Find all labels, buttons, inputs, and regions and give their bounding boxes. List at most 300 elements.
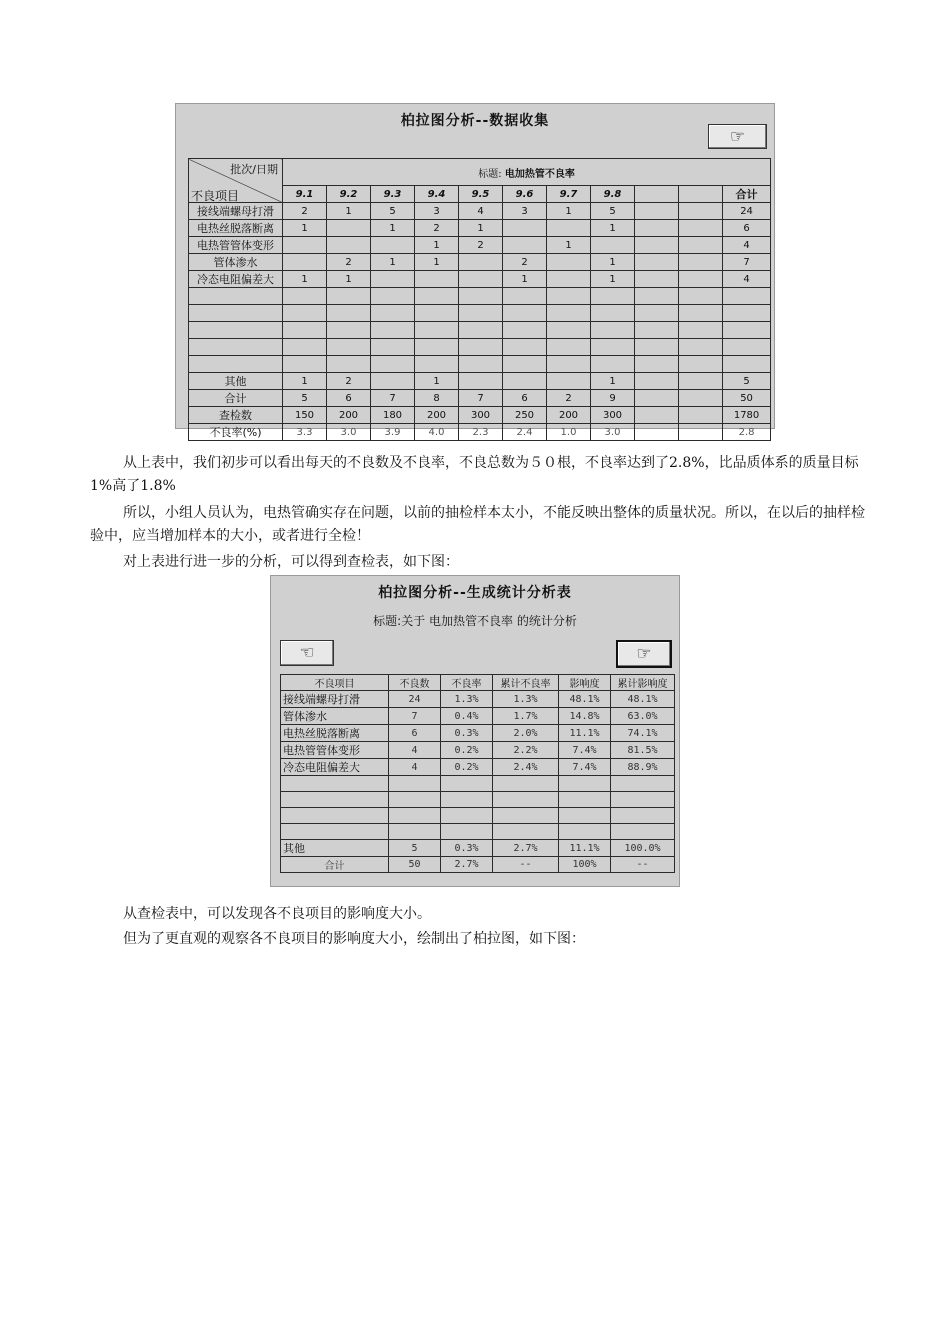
paragraph-summary: 从上表中，我们初步可以看出每天的不良数及不良率，不良总数为５０根，不良率达到了2.8%，比品质体系的质量目标1%高了1.8% [90, 455, 859, 494]
table-row [281, 759, 675, 776]
value-cell: 3.3 [283, 424, 327, 441]
value-cell: 1 [591, 373, 635, 390]
value-cell [389, 776, 441, 792]
value-cell [415, 322, 459, 339]
value-cell [441, 776, 493, 792]
value-cell: 1 [327, 271, 371, 288]
row-total: 6 [723, 220, 771, 237]
subtitle-value: 电加热管不良率 [504, 168, 575, 180]
value-cell: 6 [503, 390, 547, 407]
value-cell [559, 776, 611, 792]
value-cell [283, 322, 327, 339]
date-cell: 9.3 [371, 186, 415, 203]
value-cell: 7 [371, 390, 415, 407]
row-label [189, 322, 283, 339]
table-row [281, 857, 675, 873]
value-cell [679, 271, 723, 288]
value-cell: 0.2% [441, 742, 493, 759]
value-cell [283, 356, 327, 373]
diagonal-header-cell [189, 159, 283, 203]
value-cell: 1 [415, 237, 459, 254]
table-row [189, 288, 771, 305]
value-cell [459, 254, 503, 271]
statistics-panel [270, 575, 680, 887]
date-cell [679, 186, 723, 203]
value-cell [459, 305, 503, 322]
value-cell: 1 [283, 271, 327, 288]
row-total: 2.8 [723, 424, 771, 441]
value-cell [371, 356, 415, 373]
value-cell: 200 [327, 407, 371, 424]
value-cell: 250 [503, 407, 547, 424]
panel2-subtitle: 标题:关于 电加热管不良率 的统计分析 [373, 614, 577, 628]
column-header: 不良数 [389, 675, 441, 691]
date-cell: 9.1 [283, 186, 327, 203]
value-cell [679, 390, 723, 407]
item-cell: 接线端螺母打滑 [281, 691, 389, 708]
value-cell: 2 [327, 254, 371, 271]
value-cell [459, 339, 503, 356]
value-cell: 2.7% [441, 857, 493, 873]
value-cell: 300 [591, 407, 635, 424]
row-label: 管体渗水 [189, 254, 283, 271]
row-label [189, 356, 283, 373]
column-header: 不良项目 [281, 675, 389, 691]
value-cell: 3.0 [591, 424, 635, 441]
value-cell [635, 373, 679, 390]
value-cell [441, 808, 493, 824]
value-cell [283, 237, 327, 254]
value-cell [371, 237, 415, 254]
item-cell: 电热管管体变形 [281, 742, 389, 759]
value-cell [459, 271, 503, 288]
value-cell [389, 808, 441, 824]
value-cell: 1 [547, 237, 591, 254]
date-cell [635, 186, 679, 203]
value-cell: 180 [371, 407, 415, 424]
date-cell: 9.2 [327, 186, 371, 203]
value-cell [459, 322, 503, 339]
value-cell [493, 776, 559, 792]
value-cell: 1 [371, 220, 415, 237]
header-row [189, 159, 771, 186]
value-cell [547, 339, 591, 356]
value-cell [635, 271, 679, 288]
pointing-hand-right-icon: ☞ [729, 126, 746, 147]
value-cell [327, 322, 371, 339]
table-row [281, 824, 675, 840]
value-cell [503, 322, 547, 339]
value-cell [611, 792, 675, 808]
value-cell: 24 [389, 691, 441, 708]
value-cell: 4 [389, 742, 441, 759]
value-cell: 1 [459, 220, 503, 237]
item-cell [281, 824, 389, 840]
value-cell: 2 [547, 390, 591, 407]
pointing-hand-right-icon: ☞ [636, 644, 652, 664]
row-label: 接线端螺母打滑 [189, 203, 283, 220]
item-cell: 其他 [281, 840, 389, 857]
pointing-hand-left-icon: ☜ [299, 643, 315, 663]
value-cell: 48.1% [611, 691, 675, 708]
column-header: 不良率 [441, 675, 493, 691]
value-cell: 2 [283, 203, 327, 220]
table-row [189, 356, 771, 373]
value-cell: 2.4 [503, 424, 547, 441]
column-header: 影响度 [559, 675, 611, 691]
value-cell: 5 [389, 840, 441, 857]
value-cell [503, 288, 547, 305]
row-label [189, 305, 283, 322]
table-subtitle [283, 159, 771, 186]
date-cell: 9.5 [459, 186, 503, 203]
value-cell [679, 220, 723, 237]
paragraph-intro-table: 对上表进行进一步的分析，可以得到查检表，如下图： [123, 554, 459, 570]
value-cell [591, 305, 635, 322]
value-cell [503, 356, 547, 373]
value-cell: 100% [559, 857, 611, 873]
value-cell [503, 305, 547, 322]
value-cell [635, 322, 679, 339]
value-cell: 2 [415, 220, 459, 237]
value-cell [327, 305, 371, 322]
row-total: 1780 [723, 407, 771, 424]
table-row [281, 808, 675, 824]
value-cell [547, 220, 591, 237]
value-cell: 0.4% [441, 708, 493, 725]
row-label: 查检数 [189, 407, 283, 424]
value-cell [679, 424, 723, 441]
value-cell [591, 237, 635, 254]
value-cell [635, 305, 679, 322]
value-cell: 200 [415, 407, 459, 424]
value-cell [591, 356, 635, 373]
row-label: 电热管管体变形 [189, 237, 283, 254]
value-cell [679, 305, 723, 322]
item-cell: 冷态电阻偏差大 [281, 759, 389, 776]
value-cell [679, 237, 723, 254]
value-cell: 50 [389, 857, 441, 873]
value-cell [635, 390, 679, 407]
value-cell [559, 808, 611, 824]
value-cell: 1 [503, 271, 547, 288]
value-cell: 2.7% [493, 840, 559, 857]
value-cell [503, 339, 547, 356]
value-cell: 7 [459, 390, 503, 407]
table-row [189, 339, 771, 356]
table-row [189, 424, 771, 441]
table-row [281, 725, 675, 742]
value-cell [371, 373, 415, 390]
table-row [281, 742, 675, 759]
row-total [723, 356, 771, 373]
date-cell: 9.8 [591, 186, 635, 203]
value-cell [679, 373, 723, 390]
value-cell [371, 322, 415, 339]
value-cell: 1 [591, 254, 635, 271]
table-row [189, 254, 771, 271]
row-total: 5 [723, 373, 771, 390]
value-cell: 1 [547, 203, 591, 220]
row-label: 合计 [189, 390, 283, 407]
value-cell: 1 [283, 373, 327, 390]
value-cell [679, 203, 723, 220]
value-cell [679, 356, 723, 373]
value-cell [283, 288, 327, 305]
value-cell [679, 254, 723, 271]
value-cell: 3.9 [371, 424, 415, 441]
row-label [189, 339, 283, 356]
value-cell [611, 808, 675, 824]
value-cell [459, 373, 503, 390]
item-cell: 管体渗水 [281, 708, 389, 725]
value-cell [493, 824, 559, 840]
value-cell [503, 237, 547, 254]
table-row [189, 203, 771, 220]
value-cell: 1 [327, 203, 371, 220]
value-cell [327, 288, 371, 305]
item-cell [281, 808, 389, 824]
table-row [189, 305, 771, 322]
header-defect-item: 不良项目 [191, 189, 240, 203]
row-total [723, 339, 771, 356]
row-total [723, 322, 771, 339]
value-cell: 2.4% [493, 759, 559, 776]
value-cell [591, 288, 635, 305]
next-button[interactable] [616, 640, 672, 668]
value-cell [547, 373, 591, 390]
value-cell [559, 792, 611, 808]
row-total: 4 [723, 271, 771, 288]
value-cell: 300 [459, 407, 503, 424]
row-total: 4 [723, 237, 771, 254]
value-cell [441, 824, 493, 840]
value-cell: 81.5% [611, 742, 675, 759]
panel2-title: 柏拉图分析--生成统计分析表 [378, 585, 572, 601]
value-cell: 1.3% [493, 691, 559, 708]
value-cell [389, 792, 441, 808]
value-cell [415, 356, 459, 373]
sum-header: 合计 [723, 186, 771, 203]
value-cell: 8 [415, 390, 459, 407]
value-cell [547, 271, 591, 288]
value-cell [547, 288, 591, 305]
value-cell: 4 [389, 759, 441, 776]
table-row [189, 390, 771, 407]
value-cell: 11.1% [559, 840, 611, 857]
value-cell [283, 339, 327, 356]
value-cell: 74.1% [611, 725, 675, 742]
value-cell: 2 [503, 254, 547, 271]
next-button[interactable] [708, 124, 767, 149]
value-cell: 2.3 [459, 424, 503, 441]
subtitle-label: 标题: [478, 168, 502, 180]
table-row [281, 708, 675, 725]
value-cell [371, 288, 415, 305]
value-cell [327, 220, 371, 237]
item-cell [281, 792, 389, 808]
value-cell: 48.1% [559, 691, 611, 708]
data-collection-panel [175, 103, 775, 439]
date-cell: 9.6 [503, 186, 547, 203]
value-cell: 0.2% [441, 759, 493, 776]
value-cell: 4 [459, 203, 503, 220]
value-cell: 2 [327, 373, 371, 390]
value-cell [679, 339, 723, 356]
value-cell [415, 305, 459, 322]
value-cell [503, 220, 547, 237]
value-cell [635, 339, 679, 356]
row-total: 50 [723, 390, 771, 407]
value-cell: 6 [327, 390, 371, 407]
statistics-table [280, 674, 675, 873]
column-header: 累计影响度 [611, 675, 675, 691]
value-cell [415, 271, 459, 288]
value-cell [635, 407, 679, 424]
value-cell: 1.0 [547, 424, 591, 441]
value-cell [635, 288, 679, 305]
table-row [281, 691, 675, 708]
value-cell [459, 288, 503, 305]
table-row [281, 776, 675, 792]
item-cell: 合计 [281, 857, 389, 873]
value-cell [493, 808, 559, 824]
table-row [189, 237, 771, 254]
value-cell [389, 824, 441, 840]
value-cell: 7 [389, 708, 441, 725]
value-cell: 5 [371, 203, 415, 220]
value-cell [635, 254, 679, 271]
value-cell [547, 305, 591, 322]
value-cell [611, 776, 675, 792]
value-cell [327, 237, 371, 254]
value-cell: 1 [415, 373, 459, 390]
row-label [189, 288, 283, 305]
value-cell [547, 322, 591, 339]
value-cell: 150 [283, 407, 327, 424]
value-cell [635, 220, 679, 237]
item-cell: 电热丝脱落断离 [281, 725, 389, 742]
value-cell: 7.4% [559, 759, 611, 776]
value-cell: 1.3% [441, 691, 493, 708]
value-cell [415, 339, 459, 356]
value-cell: 3 [503, 203, 547, 220]
value-cell: 1 [283, 220, 327, 237]
value-cell: -- [493, 857, 559, 873]
row-label: 不良率(%) [189, 424, 283, 441]
panel1-title: 柏拉图分析--数据收集 [400, 113, 550, 129]
table-row [189, 271, 771, 288]
value-cell [503, 373, 547, 390]
value-cell [591, 339, 635, 356]
value-cell [611, 824, 675, 840]
value-cell [559, 824, 611, 840]
data-collection-table [188, 158, 771, 441]
value-cell: 63.0% [611, 708, 675, 725]
paragraph-impact: 从查检表中，可以发现各不良项目的影响度大小。 [123, 906, 431, 922]
value-cell [441, 792, 493, 808]
value-cell [547, 254, 591, 271]
value-cell: 200 [547, 407, 591, 424]
value-cell [635, 203, 679, 220]
value-cell: 5 [591, 203, 635, 220]
date-cell: 9.7 [547, 186, 591, 203]
value-cell [635, 356, 679, 373]
value-cell [679, 288, 723, 305]
table-row [189, 220, 771, 237]
value-cell: 3.0 [327, 424, 371, 441]
back-button[interactable] [280, 640, 334, 666]
value-cell: 4.0 [415, 424, 459, 441]
value-cell [283, 305, 327, 322]
paragraph-pareto-intro: 但为了更直观的观察各不良项目的影响度大小，绘制出了柏拉图，如下图： [123, 931, 585, 947]
value-cell: 3 [415, 203, 459, 220]
header-batch-date: 批次/日期 [230, 163, 278, 176]
value-cell: 11.1% [559, 725, 611, 742]
value-cell [679, 407, 723, 424]
value-cell: 2.2% [493, 742, 559, 759]
value-cell: 1 [415, 254, 459, 271]
value-cell [415, 288, 459, 305]
header-row [281, 675, 675, 691]
value-cell: 1 [591, 271, 635, 288]
row-label: 其他 [189, 373, 283, 390]
value-cell [591, 322, 635, 339]
value-cell: 2 [459, 237, 503, 254]
table-row [281, 840, 675, 857]
value-cell [679, 322, 723, 339]
value-cell [459, 356, 503, 373]
row-total [723, 288, 771, 305]
row-label: 冷态电阻偏差大 [189, 271, 283, 288]
value-cell: 0.3% [441, 840, 493, 857]
value-cell [371, 339, 415, 356]
value-cell [547, 356, 591, 373]
value-cell: 1 [371, 254, 415, 271]
value-cell: 100.0% [611, 840, 675, 857]
value-cell [635, 237, 679, 254]
value-cell: 9 [591, 390, 635, 407]
value-cell: 88.9% [611, 759, 675, 776]
column-header: 累计不良率 [493, 675, 559, 691]
table-row [189, 322, 771, 339]
value-cell: 0.3% [441, 725, 493, 742]
row-total: 7 [723, 254, 771, 271]
table-row [189, 373, 771, 390]
value-cell [371, 271, 415, 288]
table-row [189, 407, 771, 424]
paragraph-conclusion: 所以，小组人员认为，电热管确实存在问题，以前的抽检样本太小，不能反映出整体的质量状况。所以，在以后的抽样检验中，应当增加样本的大小，或者进行全检！ [90, 505, 865, 544]
value-cell [283, 254, 327, 271]
value-cell [635, 424, 679, 441]
table-row [281, 792, 675, 808]
value-cell [493, 792, 559, 808]
value-cell: 7.4% [559, 742, 611, 759]
date-cell: 9.4 [415, 186, 459, 203]
row-total [723, 305, 771, 322]
value-cell: 2.0% [493, 725, 559, 742]
row-total: 24 [723, 203, 771, 220]
value-cell [327, 356, 371, 373]
value-cell: 1 [591, 220, 635, 237]
item-cell [281, 776, 389, 792]
value-cell: 6 [389, 725, 441, 742]
value-cell [371, 305, 415, 322]
value-cell: 5 [283, 390, 327, 407]
value-cell [327, 339, 371, 356]
value-cell: -- [611, 857, 675, 873]
row-label: 电热丝脱落断离 [189, 220, 283, 237]
